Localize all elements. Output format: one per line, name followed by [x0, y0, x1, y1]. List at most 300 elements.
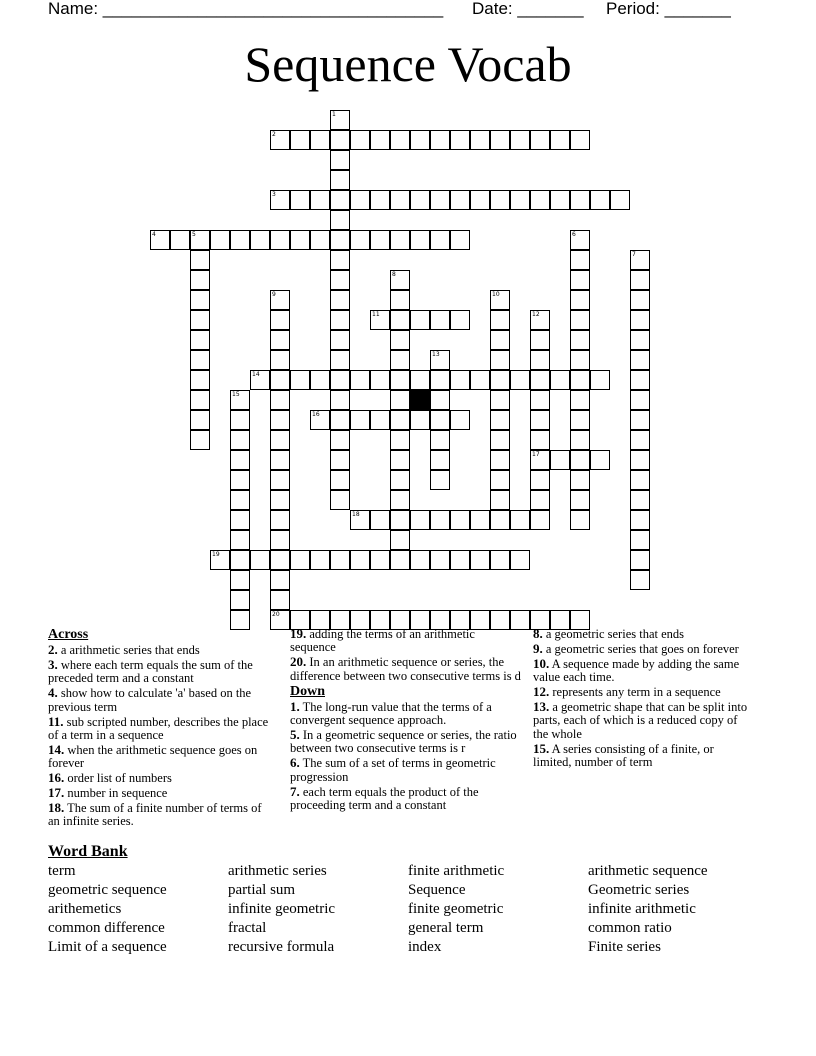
- crossword-cell[interactable]: [630, 270, 650, 290]
- crossword-cell[interactable]: [330, 450, 350, 470]
- clue-item-number: 19.: [290, 626, 307, 641]
- crossword-cell[interactable]: [410, 310, 430, 330]
- crossword-cell[interactable]: [570, 510, 590, 530]
- crossword-cell[interactable]: [390, 430, 410, 450]
- crossword-cell[interactable]: [310, 130, 330, 150]
- clue-item-text: a geometric series that ends: [542, 627, 685, 641]
- crossword-cell[interactable]: [490, 550, 510, 570]
- crossword-cell[interactable]: [410, 130, 430, 150]
- crossword-cell[interactable]: [330, 210, 350, 230]
- clue-item-text: A sequence made by adding the same value each time.: [533, 656, 740, 685]
- clue-item: [290, 700, 522, 728]
- down-heading: Down: [290, 683, 326, 699]
- crossword-cell[interactable]: [310, 190, 330, 210]
- crossword-cell[interactable]: [270, 310, 290, 330]
- crossword-cell[interactable]: [490, 470, 510, 490]
- crossword-cell[interactable]: [270, 370, 290, 390]
- crossword-cell[interactable]: [190, 350, 210, 370]
- crossword-cell[interactable]: [570, 250, 590, 270]
- crossword-cell[interactable]: [330, 130, 350, 150]
- crossword-cell[interactable]: [530, 330, 550, 350]
- clue-number: 1: [332, 111, 336, 118]
- crossword-cell[interactable]: [270, 450, 290, 470]
- crossword-cell[interactable]: [150, 230, 170, 250]
- clue-item-number: 2.: [48, 642, 58, 657]
- crossword-cell[interactable]: [550, 370, 570, 390]
- crossword-cell[interactable]: [630, 430, 650, 450]
- crossword-cell[interactable]: [330, 110, 350, 130]
- crossword-cell[interactable]: [410, 550, 430, 570]
- crossword-cell[interactable]: [630, 370, 650, 390]
- clue-item-text: The sum of a set of terms in geometric progression: [290, 756, 496, 784]
- clue-item: [48, 786, 273, 800]
- clue-number: 12: [532, 311, 540, 318]
- crossword-cell[interactable]: [270, 490, 290, 510]
- clue-item-text: sub scripted number, describes the place of a term in a sequence: [48, 714, 269, 742]
- crossword-cell[interactable]: [490, 370, 510, 390]
- crossword-block: [410, 390, 430, 410]
- crossword-cell[interactable]: [510, 130, 530, 150]
- clue-item-text: when the arithmetic sequence goes on forever: [48, 742, 258, 771]
- crossword-cell[interactable]: [250, 370, 270, 390]
- crossword-cell[interactable]: [330, 430, 350, 450]
- crossword-cell[interactable]: [410, 190, 430, 210]
- clue-item-number: 5.: [290, 726, 300, 742]
- clue-number: 4: [152, 231, 156, 238]
- crossword-cell[interactable]: [530, 370, 550, 390]
- crossword-cell[interactable]: [410, 230, 430, 250]
- crossword-cell[interactable]: [490, 190, 510, 210]
- crossword-cell[interactable]: [450, 230, 470, 250]
- clues-col2: [290, 627, 522, 813]
- crossword-cell[interactable]: [410, 370, 430, 390]
- crossword-cell[interactable]: [530, 470, 550, 490]
- crossword-cell[interactable]: [430, 430, 450, 450]
- crossword-cell[interactable]: [450, 550, 470, 570]
- crossword-cell[interactable]: [290, 370, 310, 390]
- crossword-cell[interactable]: [630, 330, 650, 350]
- crossword-cell[interactable]: [230, 470, 250, 490]
- crossword-cell[interactable]: [630, 250, 650, 270]
- crossword-cell[interactable]: [570, 350, 590, 370]
- crossword-cell[interactable]: [630, 310, 650, 330]
- crossword-cell[interactable]: [630, 530, 650, 550]
- crossword-cell[interactable]: [310, 550, 330, 570]
- crossword-cell[interactable]: [230, 450, 250, 470]
- crossword-cell[interactable]: [430, 350, 450, 370]
- crossword-cell[interactable]: [550, 450, 570, 470]
- crossword-cell[interactable]: [370, 230, 390, 250]
- crossword-cell[interactable]: [230, 510, 250, 530]
- crossword-cell[interactable]: [570, 430, 590, 450]
- crossword-cell[interactable]: [450, 370, 470, 390]
- crossword-cell[interactable]: [390, 190, 410, 210]
- clue-number: 14: [252, 371, 260, 378]
- crossword-cell[interactable]: [430, 470, 450, 490]
- crossword-cell[interactable]: [430, 450, 450, 470]
- crossword-cell[interactable]: [190, 250, 210, 270]
- crossword-cell[interactable]: [290, 130, 310, 150]
- crossword-cell[interactable]: [410, 510, 430, 530]
- clue-item: [290, 627, 522, 655]
- crossword-cell[interactable]: [170, 230, 190, 250]
- crossword-cell[interactable]: [310, 410, 330, 430]
- crossword-cell[interactable]: [330, 410, 350, 430]
- crossword-cell[interactable]: [230, 230, 250, 250]
- crossword-cell[interactable]: [270, 610, 290, 630]
- crossword-cell[interactable]: [490, 430, 510, 450]
- crossword-cell[interactable]: [310, 230, 330, 250]
- crossword-cell[interactable]: [390, 390, 410, 410]
- crossword-cell[interactable]: [490, 450, 510, 470]
- crossword-cell[interactable]: [490, 410, 510, 430]
- crossword-cell[interactable]: [390, 330, 410, 350]
- crossword-cell[interactable]: [390, 530, 410, 550]
- crossword-cell[interactable]: [430, 370, 450, 390]
- crossword-cell[interactable]: [350, 410, 370, 430]
- crossword-cell[interactable]: [190, 330, 210, 350]
- clue-item-text: a geometric series that goes on forever: [542, 641, 739, 656]
- crossword-cell[interactable]: [330, 170, 350, 190]
- crossword-cell[interactable]: [270, 530, 290, 550]
- crossword-cell[interactable]: [450, 410, 470, 430]
- crossword-cell[interactable]: [530, 410, 550, 430]
- crossword-cell[interactable]: [330, 350, 350, 370]
- crossword-cell[interactable]: [530, 190, 550, 210]
- crossword-cell[interactable]: [230, 570, 250, 590]
- crossword-cell[interactable]: [290, 550, 310, 570]
- clue-item: [48, 801, 273, 829]
- crossword-cell[interactable]: [270, 350, 290, 370]
- crossword-cell[interactable]: [610, 190, 630, 210]
- crossword-cell[interactable]: [370, 550, 390, 570]
- crossword-cell[interactable]: [330, 370, 350, 390]
- crossword-cell[interactable]: [270, 330, 290, 350]
- crossword-cell[interactable]: [570, 190, 590, 210]
- crossword-cell[interactable]: [590, 450, 610, 470]
- crossword-cell[interactable]: [570, 490, 590, 510]
- clue-number: 2: [272, 131, 276, 138]
- crossword-cell[interactable]: [430, 310, 450, 330]
- crossword-cell[interactable]: [550, 190, 570, 210]
- word-bank-item: geometric sequence: [48, 882, 167, 898]
- crossword-cell[interactable]: [230, 490, 250, 510]
- crossword-cell[interactable]: [230, 410, 250, 430]
- crossword-cell[interactable]: [230, 530, 250, 550]
- crossword-cell[interactable]: [330, 190, 350, 210]
- crossword-cell[interactable]: [630, 350, 650, 370]
- crossword-cell[interactable]: [350, 190, 370, 210]
- crossword-cell[interactable]: [630, 550, 650, 570]
- crossword-cell[interactable]: [350, 370, 370, 390]
- crossword-cell[interactable]: [270, 590, 290, 610]
- crossword-cell[interactable]: [630, 470, 650, 490]
- crossword-cell[interactable]: [470, 510, 490, 530]
- clue-item-text: order list of numbers: [64, 771, 172, 786]
- crossword-cell[interactable]: [370, 510, 390, 530]
- crossword-cell[interactable]: [570, 450, 590, 470]
- clue-item: [533, 685, 755, 699]
- crossword-cell[interactable]: [570, 330, 590, 350]
- crossword-cell[interactable]: [630, 510, 650, 530]
- clue-item-number: 10.: [533, 655, 550, 671]
- clue-number: 15: [232, 391, 240, 398]
- crossword-cell[interactable]: [590, 190, 610, 210]
- crossword-cell[interactable]: [450, 310, 470, 330]
- crossword-cell[interactable]: [430, 550, 450, 570]
- crossword-cell[interactable]: [270, 550, 290, 570]
- clue-item: [290, 785, 522, 813]
- crossword-cell[interactable]: [390, 510, 410, 530]
- crossword-cell[interactable]: [490, 290, 510, 310]
- word-bank-item: Sequence: [408, 882, 466, 898]
- word-bank-item: term: [48, 863, 76, 879]
- crossword-cell[interactable]: [330, 310, 350, 330]
- clue-item-number: 15.: [533, 740, 550, 756]
- clue-item: [290, 756, 522, 784]
- crossword-cell[interactable]: [270, 430, 290, 450]
- crossword-cell[interactable]: [450, 130, 470, 150]
- crossword-cell[interactable]: [270, 570, 290, 590]
- clue-item-text: The sum of a finite number of terms of an infinite series.: [48, 800, 262, 829]
- crossword-cell[interactable]: [330, 290, 350, 310]
- crossword-cell[interactable]: [390, 310, 410, 330]
- word-bank-item: arithmetic sequence: [588, 863, 708, 879]
- crossword-cell[interactable]: [530, 310, 550, 330]
- clue-item-number: 8.: [533, 626, 543, 641]
- crossword-cell[interactable]: [430, 510, 450, 530]
- crossword-cell[interactable]: [250, 550, 270, 570]
- crossword-cell[interactable]: [190, 270, 210, 290]
- crossword-cell[interactable]: [510, 550, 530, 570]
- crossword-cell[interactable]: [390, 230, 410, 250]
- crossword-cell[interactable]: [390, 350, 410, 370]
- crossword-cell[interactable]: [530, 130, 550, 150]
- crossword-cell[interactable]: [630, 290, 650, 310]
- crossword-cell[interactable]: [530, 490, 550, 510]
- crossword-cell[interactable]: [330, 270, 350, 290]
- crossword-cell[interactable]: [210, 550, 230, 570]
- crossword-cell[interactable]: [190, 370, 210, 390]
- crossword-cell[interactable]: [390, 470, 410, 490]
- crossword-cell[interactable]: [330, 150, 350, 170]
- clue-item: [290, 728, 522, 756]
- crossword-cell[interactable]: [350, 130, 370, 150]
- crossword-cell[interactable]: [190, 430, 210, 450]
- crossword-cell[interactable]: [230, 550, 250, 570]
- clue-item-text: show how to calculate 'a' based on the previous term: [48, 686, 252, 714]
- crossword-cell[interactable]: [510, 370, 530, 390]
- crossword-cell[interactable]: [530, 450, 550, 470]
- crossword-cell[interactable]: [390, 450, 410, 470]
- crossword-cell[interactable]: [430, 230, 450, 250]
- crossword-cell[interactable]: [630, 390, 650, 410]
- crossword-cell[interactable]: [230, 590, 250, 610]
- clue-item: [48, 743, 273, 771]
- crossword-cell[interactable]: [190, 230, 210, 250]
- crossword-cell[interactable]: [490, 130, 510, 150]
- crossword-cell[interactable]: [190, 410, 210, 430]
- crossword-cell[interactable]: [490, 330, 510, 350]
- crossword-cell[interactable]: [190, 310, 210, 330]
- crossword-cell[interactable]: [530, 430, 550, 450]
- crossword-cell[interactable]: [490, 310, 510, 330]
- word-bank-heading: Word Bank: [48, 843, 128, 860]
- crossword-grid: [150, 110, 636, 630]
- crossword-cell[interactable]: [390, 410, 410, 430]
- crossword-cell[interactable]: [270, 290, 290, 310]
- crossword-cell[interactable]: [270, 510, 290, 530]
- crossword-cell[interactable]: [270, 230, 290, 250]
- clue-item: [290, 655, 522, 683]
- crossword-cell[interactable]: [210, 230, 230, 250]
- clue-number: 18: [352, 511, 360, 518]
- crossword-cell[interactable]: [630, 450, 650, 470]
- clue-item-text: In an arithmetic sequence or series, the difference between two consecutive terms is d: [290, 655, 521, 683]
- crossword-cell[interactable]: [270, 190, 290, 210]
- crossword-cell[interactable]: [630, 410, 650, 430]
- clue-item: [533, 642, 755, 656]
- crossword-cell[interactable]: [570, 270, 590, 290]
- crossword-cell[interactable]: [190, 390, 210, 410]
- crossword-cell[interactable]: [270, 130, 290, 150]
- crossword-cell[interactable]: [370, 190, 390, 210]
- crossword-cell[interactable]: [330, 390, 350, 410]
- crossword-cell[interactable]: [270, 470, 290, 490]
- crossword-cell[interactable]: [530, 350, 550, 370]
- crossword-cell[interactable]: [430, 130, 450, 150]
- clue-number: 20: [272, 611, 280, 618]
- crossword-cell[interactable]: [450, 510, 470, 530]
- clue-item-number: 16.: [48, 770, 65, 786]
- crossword-cell[interactable]: [410, 410, 430, 430]
- crossword-cell[interactable]: [270, 390, 290, 410]
- crossword-cell[interactable]: [570, 290, 590, 310]
- crossword-cell[interactable]: [590, 370, 610, 390]
- crossword-cell[interactable]: [570, 310, 590, 330]
- crossword-cell[interactable]: [490, 510, 510, 530]
- crossword-cell[interactable]: [350, 550, 370, 570]
- crossword-cell[interactable]: [390, 290, 410, 310]
- word-bank-item: finite arithmetic: [408, 863, 505, 879]
- clue-item-number: 9.: [533, 640, 543, 656]
- clue-item-number: 11.: [48, 713, 64, 729]
- clue-item-text: adding the terms of an arithmetic sequence: [290, 627, 475, 655]
- down-clues-col3: [533, 627, 755, 770]
- crossword-cell[interactable]: [290, 190, 310, 210]
- clue-item-text: The long-run value that the terms of a convergent sequence approach.: [290, 699, 492, 728]
- crossword-cell[interactable]: [390, 270, 410, 290]
- crossword-cell[interactable]: [490, 390, 510, 410]
- crossword-cell[interactable]: [390, 550, 410, 570]
- crossword-cell[interactable]: [370, 410, 390, 430]
- crossword-cell[interactable]: [310, 370, 330, 390]
- crossword-cell[interactable]: [570, 370, 590, 390]
- crossword-cell[interactable]: [430, 410, 450, 430]
- crossword-cell[interactable]: [430, 190, 450, 210]
- crossword-cell[interactable]: [570, 130, 590, 150]
- crossword-cell[interactable]: [470, 550, 490, 570]
- crossword-cell[interactable]: [290, 230, 310, 250]
- crossword-cell[interactable]: [570, 390, 590, 410]
- crossword-cell[interactable]: [570, 230, 590, 250]
- crossword-cell[interactable]: [530, 390, 550, 410]
- clue-item: [533, 742, 755, 770]
- clue-number: 11: [372, 311, 380, 318]
- crossword-cell[interactable]: [470, 370, 490, 390]
- crossword-cell[interactable]: [350, 510, 370, 530]
- crossword-cell[interactable]: [510, 190, 530, 210]
- clue-item-number: 18.: [48, 799, 65, 815]
- word-bank-item: arithemetics: [48, 901, 122, 917]
- crossword-cell[interactable]: [430, 390, 450, 410]
- clue-item-number: 4.: [48, 685, 58, 701]
- crossword-cell[interactable]: [250, 230, 270, 250]
- crossword-cell[interactable]: [490, 350, 510, 370]
- crossword-cell[interactable]: [530, 510, 550, 530]
- crossword-cell[interactable]: [450, 190, 470, 210]
- clue-item: [48, 686, 273, 714]
- crossword-cell[interactable]: [370, 310, 390, 330]
- crossword-cell[interactable]: [350, 230, 370, 250]
- crossword-cell[interactable]: [330, 230, 350, 250]
- crossword-cell[interactable]: [330, 250, 350, 270]
- clue-item: [48, 658, 273, 686]
- crossword-cell[interactable]: [570, 470, 590, 490]
- clue-item-text: number in sequence: [64, 786, 168, 801]
- word-bank-item: arithmetic series: [228, 863, 327, 879]
- crossword-cell[interactable]: [490, 490, 510, 510]
- crossword-cell[interactable]: [470, 190, 490, 210]
- word-bank-item: Geometric series: [588, 882, 690, 898]
- clue-item: [48, 771, 273, 785]
- crossword-cell[interactable]: [630, 570, 650, 590]
- crossword-cell[interactable]: [230, 390, 250, 410]
- crossword-cell[interactable]: [190, 290, 210, 310]
- crossword-cell[interactable]: [370, 130, 390, 150]
- clue-item-number: 12.: [533, 684, 550, 700]
- clue-number: 5: [192, 231, 196, 238]
- clue-item-text: represents any term in a sequence: [549, 685, 721, 700]
- clue-item-text: In a geometric sequence or series, the ratio between two consecutive terms is r: [290, 727, 517, 756]
- crossword-cell[interactable]: [630, 490, 650, 510]
- crossword-cell[interactable]: [390, 130, 410, 150]
- crossword-cell[interactable]: [270, 410, 290, 430]
- crossword-cell[interactable]: [330, 490, 350, 510]
- crossword-cell[interactable]: [510, 510, 530, 530]
- clue-item-number: 17.: [48, 785, 65, 801]
- crossword-cell[interactable]: [330, 550, 350, 570]
- word-bank-item: common difference: [48, 920, 165, 936]
- crossword-cell[interactable]: [390, 370, 410, 390]
- crossword-cell[interactable]: [470, 130, 490, 150]
- clue-item-number: 20.: [290, 654, 307, 670]
- crossword-cell[interactable]: [390, 490, 410, 510]
- crossword-cell[interactable]: [550, 130, 570, 150]
- clue-item-text: a arithmetic series that ends: [57, 643, 200, 657]
- crossword-cell[interactable]: [330, 330, 350, 350]
- clue-item-number: 14.: [48, 741, 65, 757]
- clue-item-number: 3.: [48, 656, 58, 672]
- across-heading: Across: [48, 627, 89, 642]
- clue-number: 10: [492, 291, 500, 298]
- date-field: Date: _______: [472, 0, 584, 18]
- crossword-cell[interactable]: [570, 410, 590, 430]
- crossword-cell[interactable]: [330, 470, 350, 490]
- crossword-cell[interactable]: [370, 370, 390, 390]
- clue-number: 16: [312, 411, 320, 418]
- crossword-cell[interactable]: [230, 430, 250, 450]
